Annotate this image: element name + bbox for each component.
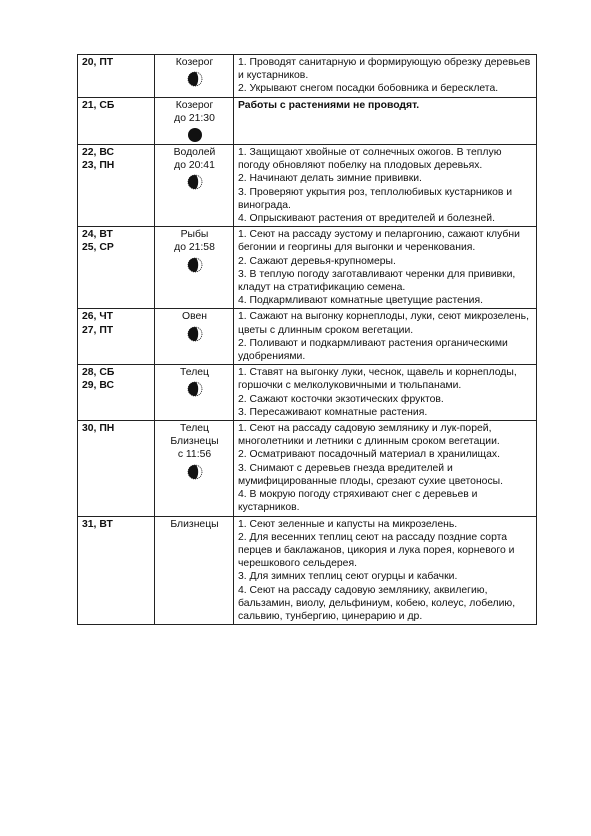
table-row	[78, 55, 537, 98]
zodiac-time: до 20:41	[174, 160, 215, 172]
work-item: 4. Опрыскивают растения от вредителей и болезней.	[238, 213, 495, 225]
zodiac-time: до 21:58	[174, 242, 215, 254]
date-label: 20, ПТ	[82, 57, 114, 68]
date-cell	[78, 145, 155, 227]
table-row	[78, 309, 537, 365]
date-label: 23, ПН	[82, 160, 115, 172]
work-cell	[234, 227, 537, 309]
work-item: 3. Снимают с деревьев гнезда вредителей и мумифицированные плоды, срезают сухие цветоносы.	[238, 462, 504, 487]
work-cell	[234, 55, 537, 98]
zodiac-cell	[155, 516, 234, 625]
zodiac-sign: Телец	[180, 367, 209, 379]
work-item: 1. Сеют зеленные и капусты на микрозелень.	[238, 518, 458, 530]
table-row	[78, 227, 537, 309]
date-label: 29, ВС	[82, 380, 114, 392]
work-item: 2. Сажают косточки экзотических фруктов.	[238, 393, 444, 405]
work-item: 2. Для весенних теплиц сеют на рассаду поздние сорта перцев и баклажанов, цикория и лука порея, корневого и черешкового сельдерея.	[238, 531, 515, 570]
date-label: 28, СБ	[82, 367, 115, 379]
work-item: 1. Сеют на рассаду садовую землянику и лук-порей, многолетники и летники с длинным сроком вегетации.	[238, 423, 500, 448]
work-cell	[234, 365, 537, 421]
work-cell	[234, 97, 537, 144]
work-item: 2. Начинают делать зимние прививки.	[238, 173, 422, 185]
work-item: 2. Осматривают посадочный материал в хранилищах.	[238, 449, 500, 461]
work-item: 2. Укрывают снегом посадки бобовника и бересклета.	[238, 83, 499, 95]
date-label: 27, ПТ	[82, 324, 114, 336]
zodiac-sign: Близнецы	[170, 518, 219, 530]
work-item: 2. Поливают и подкармливают растения органическими удобрениями.	[238, 337, 508, 363]
work-item: 1. Сажают на выгонку корнеплоды, луки, сеют микрозелень, цветы с длинным сроком вегетации.	[238, 311, 529, 336]
work-item: 1. Ставят на выгонку луки, чеснок, щавель и корнеплоды, горшочки с мелколуковичными и тюльпанами.	[238, 367, 517, 392]
zodiac-cell	[155, 145, 234, 227]
zodiac-sign: Близнецы	[170, 436, 219, 448]
work-cell	[234, 516, 537, 625]
zodiac-sign: Водолей	[173, 147, 216, 159]
work-item: 3. Пересаживают комнатные растения.	[238, 406, 428, 418]
work-item: 1. Защищают хвойные от солнечных ожогов. В теплую погоду обновляют побелку на плодовых деревьях.	[238, 147, 502, 172]
date-cell	[78, 309, 155, 365]
zodiac-cell	[155, 55, 234, 98]
zodiac-cell	[155, 365, 234, 421]
date-label: 26, ЧТ	[82, 311, 113, 323]
zodiac-cell	[155, 227, 234, 309]
date-label: 21, СБ	[82, 99, 115, 111]
date-label: 22, ВС	[82, 147, 114, 159]
work-item: 4. В мокрую погоду стряхивают снег с деревьев и кустарников.	[238, 489, 478, 514]
table-row	[78, 97, 537, 144]
work-item: 1. Проводят санитарную и формирующую обрезку деревьев и кустарников.	[238, 57, 531, 82]
date-label: 30, ПН	[82, 423, 115, 435]
waxing-crescent-icon	[187, 71, 203, 87]
work-item: 1. Сеют на рассаду эустому и пеларгонию, сажают клубни бегонии и георгины для выгонки и черенкования.	[238, 229, 520, 254]
zodiac-cell	[155, 421, 234, 516]
date-cell	[78, 365, 155, 421]
date-cell	[78, 516, 155, 625]
zodiac-sign: Телец	[180, 423, 209, 435]
zodiac-sign: Овен	[181, 311, 207, 323]
work-cell	[234, 309, 537, 365]
waxing-crescent-icon	[187, 381, 203, 397]
work-cell	[234, 421, 537, 516]
table-row	[78, 365, 537, 421]
waxing-crescent-icon	[187, 257, 203, 273]
waxing-crescent-icon	[187, 326, 203, 342]
zodiac-cell	[155, 97, 234, 144]
zodiac-cell	[155, 309, 234, 365]
table-row	[78, 516, 537, 625]
work-item: Работы с растениями не проводят.	[238, 99, 420, 111]
zodiac-sign: Козерог	[175, 99, 214, 111]
table-row	[78, 421, 537, 516]
work-item: 4. Сеют на рассаду садовую землянику, аквилегию, бальзамин, виолу, дельфиниум, кобею, колеус, лобелию, сальвию, тунбергию, цинерарию и др.	[238, 584, 516, 622]
date-cell	[78, 227, 155, 309]
zodiac-time: до 21:30	[174, 112, 215, 124]
new-moon-icon	[187, 127, 203, 143]
work-item: 2. Сажают деревья-крупномеры.	[238, 255, 396, 267]
table-row	[78, 145, 537, 227]
date-label: 31, ВТ	[82, 518, 113, 530]
date-cell	[78, 55, 155, 98]
work-cell	[234, 145, 537, 227]
lunar-calendar-table	[77, 54, 537, 625]
work-item: 4. Подкармливают комнатные цветущие растения.	[238, 295, 483, 307]
date-label: 24, ВТ	[82, 229, 113, 241]
date-cell	[78, 421, 155, 516]
waxing-crescent-icon	[187, 464, 203, 480]
zodiac-time: с 11:56	[177, 449, 212, 461]
waxing-crescent-icon	[187, 174, 203, 190]
zodiac-sign: Козерог	[175, 57, 214, 68]
work-item: 3. Для зимних теплиц сеют огурцы и кабачки.	[238, 571, 458, 583]
work-item: 3. Проверяют укрытия роз, теплолюбивых кустарников и винограда.	[238, 186, 513, 211]
zodiac-sign: Рыбы	[180, 229, 209, 241]
date-cell	[78, 97, 155, 144]
date-label: 25, СР	[82, 242, 114, 254]
work-item: 3. В теплую погоду заготавливают черенки для прививки, кладут на стратификацию семена.	[238, 268, 516, 294]
